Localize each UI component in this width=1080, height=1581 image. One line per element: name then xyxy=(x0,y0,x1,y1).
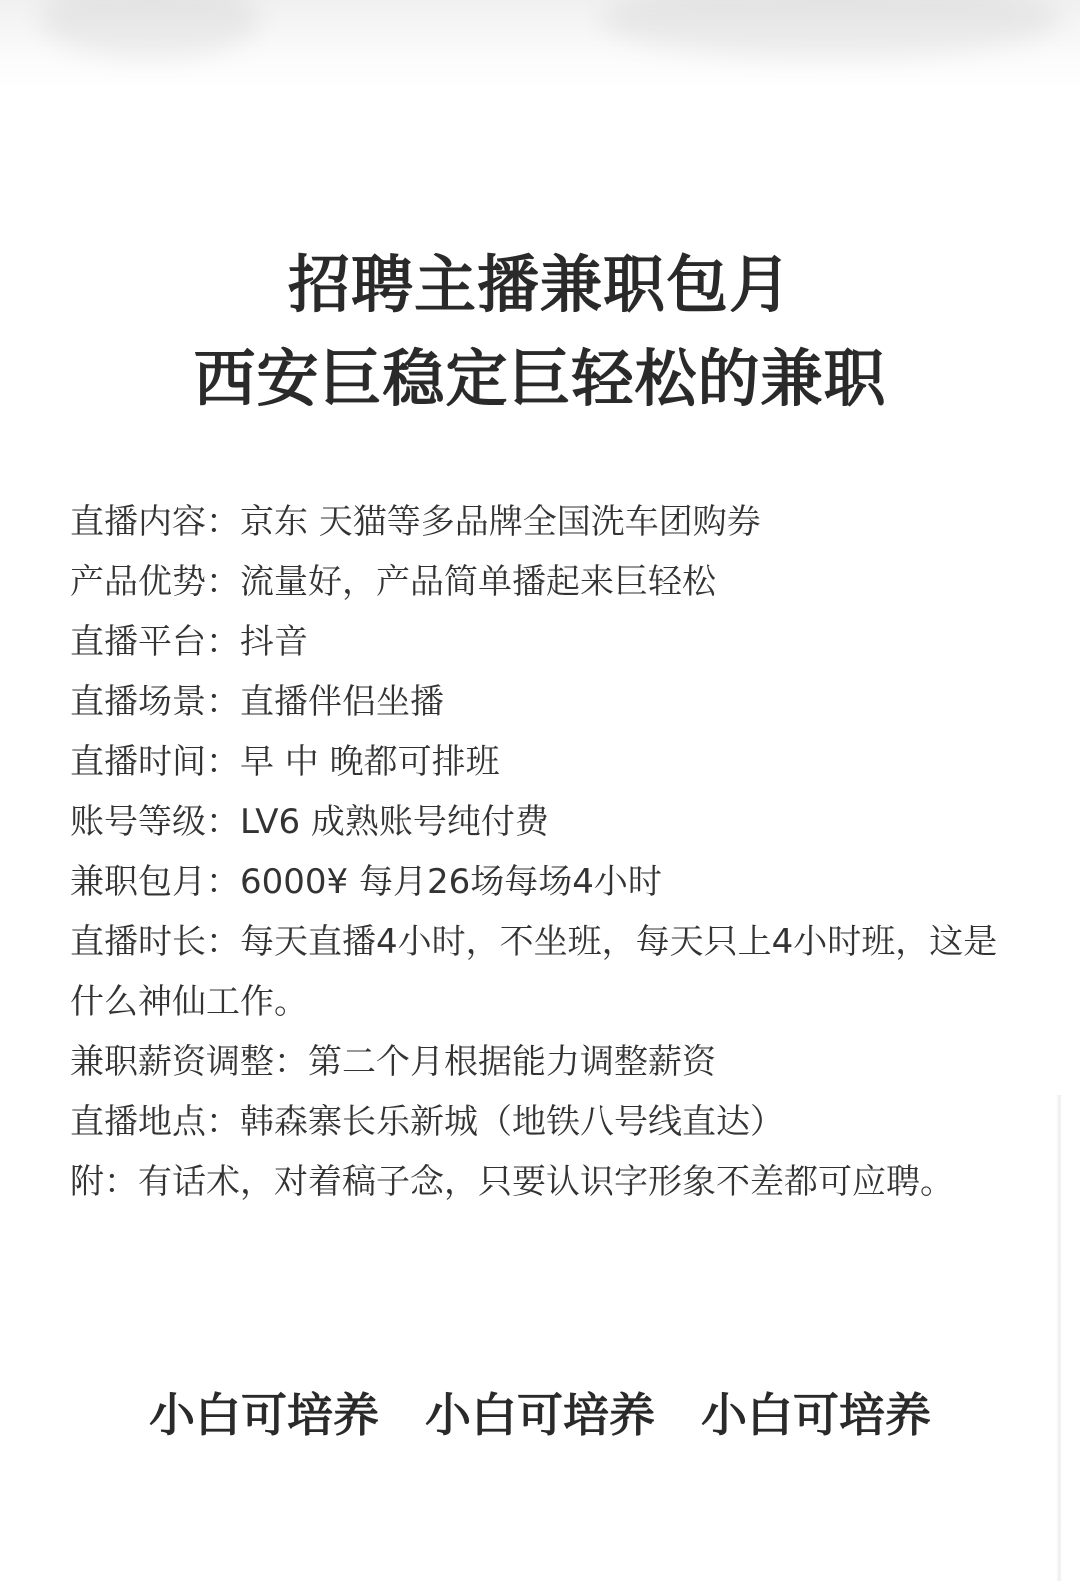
detail-live-content: 直播内容：京东 天猫等多品牌全国洗车团购券 xyxy=(70,502,761,542)
footer-slogan xyxy=(0,1388,1080,1442)
detail-duration: 直播时长：每天直播4小时，不坐班，每天只上4小时班，这是什么神仙工作。 xyxy=(70,922,998,1022)
detail-account-level: 账号等级：LV6 成熟账号纯付费 xyxy=(70,802,549,842)
detail-schedule: 直播时间：早 中 晚都可排班 xyxy=(70,742,500,782)
detail-platform: 直播平台：抖音 xyxy=(70,622,308,662)
footer-slogan-3: 小白可培养 xyxy=(701,1388,932,1442)
detail-scene: 直播场景：直播伴侣坐播 xyxy=(70,682,444,722)
detail-location: 直播地点：韩森寨长乐新城（地铁八号线直达） xyxy=(70,1102,784,1142)
detail-note: 附：有话术，对着稿子念，只要认识字形象不差都可应聘。 xyxy=(70,1162,954,1202)
footer-slogan-1: 小白可培养 xyxy=(148,1388,379,1442)
job-details xyxy=(70,492,1000,1212)
detail-monthly-pay: 兼职包月：6000¥ 每月26场每场4小时 xyxy=(70,862,662,902)
headline-line-1: 招聘主播兼职包月 xyxy=(287,248,792,321)
page-edge-shadow xyxy=(1056,1095,1062,1581)
headline-line-2: 西安巨稳定巨轻松的兼职 xyxy=(193,342,887,415)
footer-slogan-2: 小白可培养 xyxy=(425,1388,655,1442)
top-shadow xyxy=(0,0,1080,90)
detail-product-advantage: 产品优势：流量好，产品简单播起来巨轻松 xyxy=(70,562,716,602)
detail-salary-adjustment: 兼职薪资调整：第二个月根据能力调整薪资 xyxy=(70,1042,716,1082)
